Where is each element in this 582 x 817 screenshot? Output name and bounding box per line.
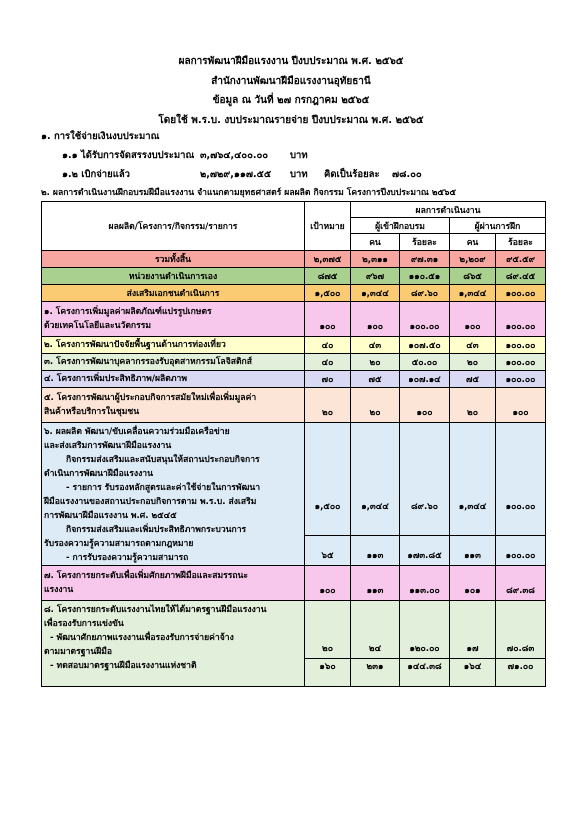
cell-passed-pct: ๘๙.๔๕ (496, 268, 546, 285)
cell-passed: ๑๑๓ (450, 536, 496, 566)
row-label-line: การพัฒนาฝีมือแรงงาน พ.ศ. ๒๕๔๕ (44, 511, 177, 521)
header-target: เป้าหมาย (305, 202, 351, 251)
cell-trainees-pct: ๑๐๗.๑๔ (400, 371, 450, 388)
table-row-project-3 (42, 354, 546, 371)
header-trainees: ผู้เข้าฝึกอบรม (351, 218, 450, 234)
row-label-line: ตามมาตรฐานฝีมือ (44, 647, 113, 657)
row-label: ๔. โครงการเพิ่มประสิทธิภาพ/ผลิตภาพ (42, 371, 305, 388)
header-persons: คน (351, 234, 400, 251)
header-percent: ร้อยละ (400, 234, 450, 251)
cell-trainees: ๗๕ (351, 371, 400, 388)
table-row-project-2 (42, 337, 546, 354)
cell-passed-pct: ๑๐๐.๐๐ (496, 423, 546, 536)
row-label-line: เพื่อรองรับการแข่งขัน (44, 619, 124, 629)
cell-passed-pct: ๑๐๐.๐๐ (496, 337, 546, 354)
spent-pct-value: ๗๘.๐๐ (392, 169, 422, 180)
cell-passed-pct: ๗๑.๐๐ (496, 659, 546, 687)
cell-trainees: ๑๑๓ (351, 566, 400, 601)
cell-passed-pct: ๑๐๐.๐๐ (496, 354, 546, 371)
allocated-value: ๓,๗๖๔,๔๐๐.๐๐ (200, 150, 269, 161)
cell-target: ๑๐๐ (305, 302, 351, 337)
cell-trainees: ๒,๓๑๑ (351, 251, 400, 268)
header-percent-passed: ร้อยละ (496, 234, 546, 251)
row-label: รวมทั้งสิ้น (42, 251, 305, 268)
row-label-line: ๗. โครงการยกระดับเพื่อเพิ่มศักยภาพฝีมือและสมรรถนะ (44, 571, 249, 581)
cell-target: ๒๐ (305, 601, 351, 659)
cell-passed-pct: ๑๐๐.๐๐ (496, 536, 546, 566)
row-label-line: ๑. โครงการเพิ่มมูลค่าผลิตภัณฑ์แปรรูปเกษตร (44, 307, 212, 317)
data-date: ข้อมูล ณ วันที่ ๒๗ กรกฎาคม ๒๕๖๕ (212, 95, 370, 106)
cell-passed: ๘๖๕ (450, 268, 496, 285)
spent-pct-label: คิดเป็นร้อยละ (324, 169, 380, 180)
row-label-line: กิจกรรมส่งเสริมและเพิ่มประสิทธิภาพกระบวนการ (66, 525, 247, 535)
cell-target: ๑,๕๐๐ (305, 423, 351, 536)
row-label (42, 566, 305, 601)
row-label (42, 601, 305, 687)
spent-unit: บาท (290, 169, 308, 180)
cell-target: ๒๐ (305, 388, 351, 423)
cell-trainees-pct: ๕๐.๐๐ (400, 354, 450, 371)
cell-passed-pct: ๗๐.๘๓ (496, 601, 546, 659)
cell-target: ๗๐ (305, 371, 351, 388)
cell-trainees-pct: ๘๙.๖๐ (400, 285, 450, 302)
row-label-line: ดำเนินการพัฒนาฝีมือแรงงาน (44, 469, 153, 479)
cell-passed: ๗๕ (450, 371, 496, 388)
table-row-project-1 (42, 302, 546, 337)
cell-trainees-pct: ๑๐๐.๐๐ (400, 302, 450, 337)
row-label-line: - พัฒนาศักยภาพแรงงานเพื่อรองรับการจ่ายค่าจ้าง (50, 633, 234, 643)
row-label-line: รับรองความรู้ความสามารถตามกฎหมาย (44, 539, 194, 549)
header-persons-passed: คน (450, 234, 496, 251)
header-passed: ผู้ผ่านการฝึก (450, 218, 546, 234)
budget-act: โดยใช้ พ.ร.บ. งบประมาณรายจ่าย ปีงบประมาณ พ.ศ. ๒๕๖๕ (158, 114, 424, 126)
cell-trainees: ๑,๓๔๔ (351, 285, 400, 302)
cell-target: ๖๕ (305, 536, 351, 566)
cell-passed: ๑๗ (450, 601, 496, 659)
row-label-line: สินค้าหรือบริการในชุมชน (44, 407, 140, 417)
row-label-line: ๘. โครงการยกระดับแรงงานไทยให้ได้มาตรฐานฝีมือแรงงาน (44, 605, 267, 615)
cell-trainees: ๑๐๐ (351, 302, 400, 337)
budget-section-title: ๑. การใช้จ่ายเงินงบประมาณ (41, 131, 160, 142)
table-row-self (42, 268, 546, 285)
cell-passed: ๒๐ (450, 354, 496, 371)
cell-trainees-pct: ๘๙.๖๐ (400, 423, 450, 536)
cell-passed-pct: ๑๐๐ (496, 388, 546, 423)
cell-passed: ๑๐๑ (450, 566, 496, 601)
cell-target: ๘๗๕ (305, 268, 351, 285)
cell-trainees: ๙๖๗ (351, 268, 400, 285)
row-label-line: กิจกรรมส่งเสริมและสนับสนุนให้สถานประกอบกิจการ (66, 455, 260, 465)
cell-trainees-pct: ๑๒๐.๐๐ (400, 601, 450, 659)
cell-trainees-pct: ๑๐๗.๕๐ (400, 337, 450, 354)
cell-trainees: ๑๑๓ (351, 536, 400, 566)
table-row-project-6a (42, 423, 546, 536)
row-label-line: และส่งเสริมการพัฒนาฝีมือแรงงาน (44, 441, 172, 451)
cell-trainees-pct: ๙๗.๓๑ (400, 251, 450, 268)
cell-target: ๔๐ (305, 354, 351, 371)
cell-passed-pct: ๘๙.๓๘ (496, 566, 546, 601)
cell-trainees: ๒๐ (351, 354, 400, 371)
row-label (42, 302, 305, 337)
office-name: สำนักงานพัฒนาฝีมือแรงงานอุทัยธานี (211, 75, 371, 87)
row-label: ๒. โครงการพัฒนาปัจจัยพื้นฐานด้านการท่องเที่ยว (42, 337, 305, 354)
cell-passed: ๑,๓๔๔ (450, 285, 496, 302)
cell-target: ๔๐ (305, 337, 351, 354)
cell-target: ๒,๓๗๕ (305, 251, 351, 268)
allocated-label: ๑.๑ ได้รับการจัดสรรงบประมาณ (62, 150, 195, 161)
row-label: ๓. โครงการพัฒนาบุคลากรรองรับอุตสาหกรรมโลจิสติกส์ (42, 354, 305, 371)
cell-trainees: ๒๔ (351, 601, 400, 659)
cell-target: ๑๖๐ (305, 659, 351, 687)
cell-passed: ๒,๒๐๙ (450, 251, 496, 268)
report-title: ผลการพัฒนาฝีมือแรงงาน ปีงบประมาณ พ.ศ. ๒๕๖๕ (178, 56, 404, 67)
table-row-project-7 (42, 566, 546, 601)
table-row-promote (42, 285, 546, 302)
row-label-line: ฝีมือแรงงานของสถานประกอบกิจการตาม พ.ร.บ. ส่งเสริม (44, 497, 257, 507)
section2-title: ๒. ผลการดำเนินงานฝึกอบรมฝีมือแรงงาน จำแนกตามยุทธศาสตร์ ผลผลิต กิจกรรม โครงการปีงบประมาณ ๒๕๖๕ (41, 188, 457, 198)
cell-trainees-pct: ๑๔๔.๓๘ (400, 659, 450, 687)
table-row-total (42, 251, 546, 268)
cell-trainees: ๒๐ (351, 388, 400, 423)
header-result: ผลการดำเนินงาน (351, 202, 546, 218)
cell-trainees-pct: ๑๑๐.๕๑ (400, 268, 450, 285)
cell-passed: ๑,๓๔๔ (450, 423, 496, 536)
cell-passed: ๑๖๔ (450, 659, 496, 687)
header-item: ผลผลิต/โครงการ/กิจกรรม/รายการ (42, 202, 305, 251)
table-row-project-5 (42, 388, 546, 423)
row-label-line: ด้วยเทคโนโลยีและนวัตกรรม (44, 321, 152, 331)
cell-trainees: ๑,๓๔๔ (351, 423, 400, 536)
cell-trainees-pct: ๑๑๓.๐๐ (400, 566, 450, 601)
row-label: ส่งเสริมเอกชนดำเนินการ (42, 285, 305, 302)
spent-value: ๒,๗๒๙,๑๑๗.๕๕ (200, 169, 272, 180)
cell-trainees: ๒๓๑ (351, 659, 400, 687)
spent-label: ๑.๒ เบิกจ่ายแล้ว (62, 169, 130, 180)
table-row-project-4 (42, 371, 546, 388)
cell-passed-pct: ๙๕.๕๙ (496, 251, 546, 268)
cell-passed-pct: ๑๐๐.๐๐ (496, 371, 546, 388)
cell-passed: ๒๐ (450, 388, 496, 423)
allocated-unit: บาท (290, 150, 308, 161)
row-label-line: ๕. โครงการพัฒนาผู้ประกอบกิจการสมัยใหม่เพื่อเพิ่มมูลค่า (44, 393, 257, 403)
cell-passed: ๔๓ (450, 337, 496, 354)
cell-passed: ๑๐๐ (450, 302, 496, 337)
cell-trainees: ๔๓ (351, 337, 400, 354)
row-label-line: - ทดสอบมาตรฐานฝีมือแรงงานแห่งชาติ (50, 661, 197, 671)
row-label-line: แรงงาน (44, 585, 74, 595)
cell-passed-pct: ๑๐๐.๐๐ (496, 302, 546, 337)
row-label-line: ๖. ผลผลิต พัฒนา/ขับเคลื่อนความร่วมมือเครือข่าย (44, 427, 230, 437)
row-label: หน่วยงานดำเนินการเอง (42, 268, 305, 285)
row-label-line: - รายการ รับรองหลักสูตรและค่าใช้จ่ายในการพัฒนา (66, 483, 261, 493)
table-row-project-8a (42, 601, 546, 659)
results-table (41, 201, 546, 687)
cell-target: ๑๐๐ (305, 566, 351, 601)
cell-trainees-pct: ๑๗๓.๘๕ (400, 536, 450, 566)
cell-passed-pct: ๑๐๐.๐๐ (496, 285, 546, 302)
cell-target: ๑,๕๐๐ (305, 285, 351, 302)
report-header (0, 52, 582, 130)
row-label (42, 388, 305, 423)
row-label-line: - การรับรองความรู้ความสามารถ (66, 553, 189, 563)
cell-trainees-pct: ๑๐๐ (400, 388, 450, 423)
row-label (42, 423, 305, 566)
